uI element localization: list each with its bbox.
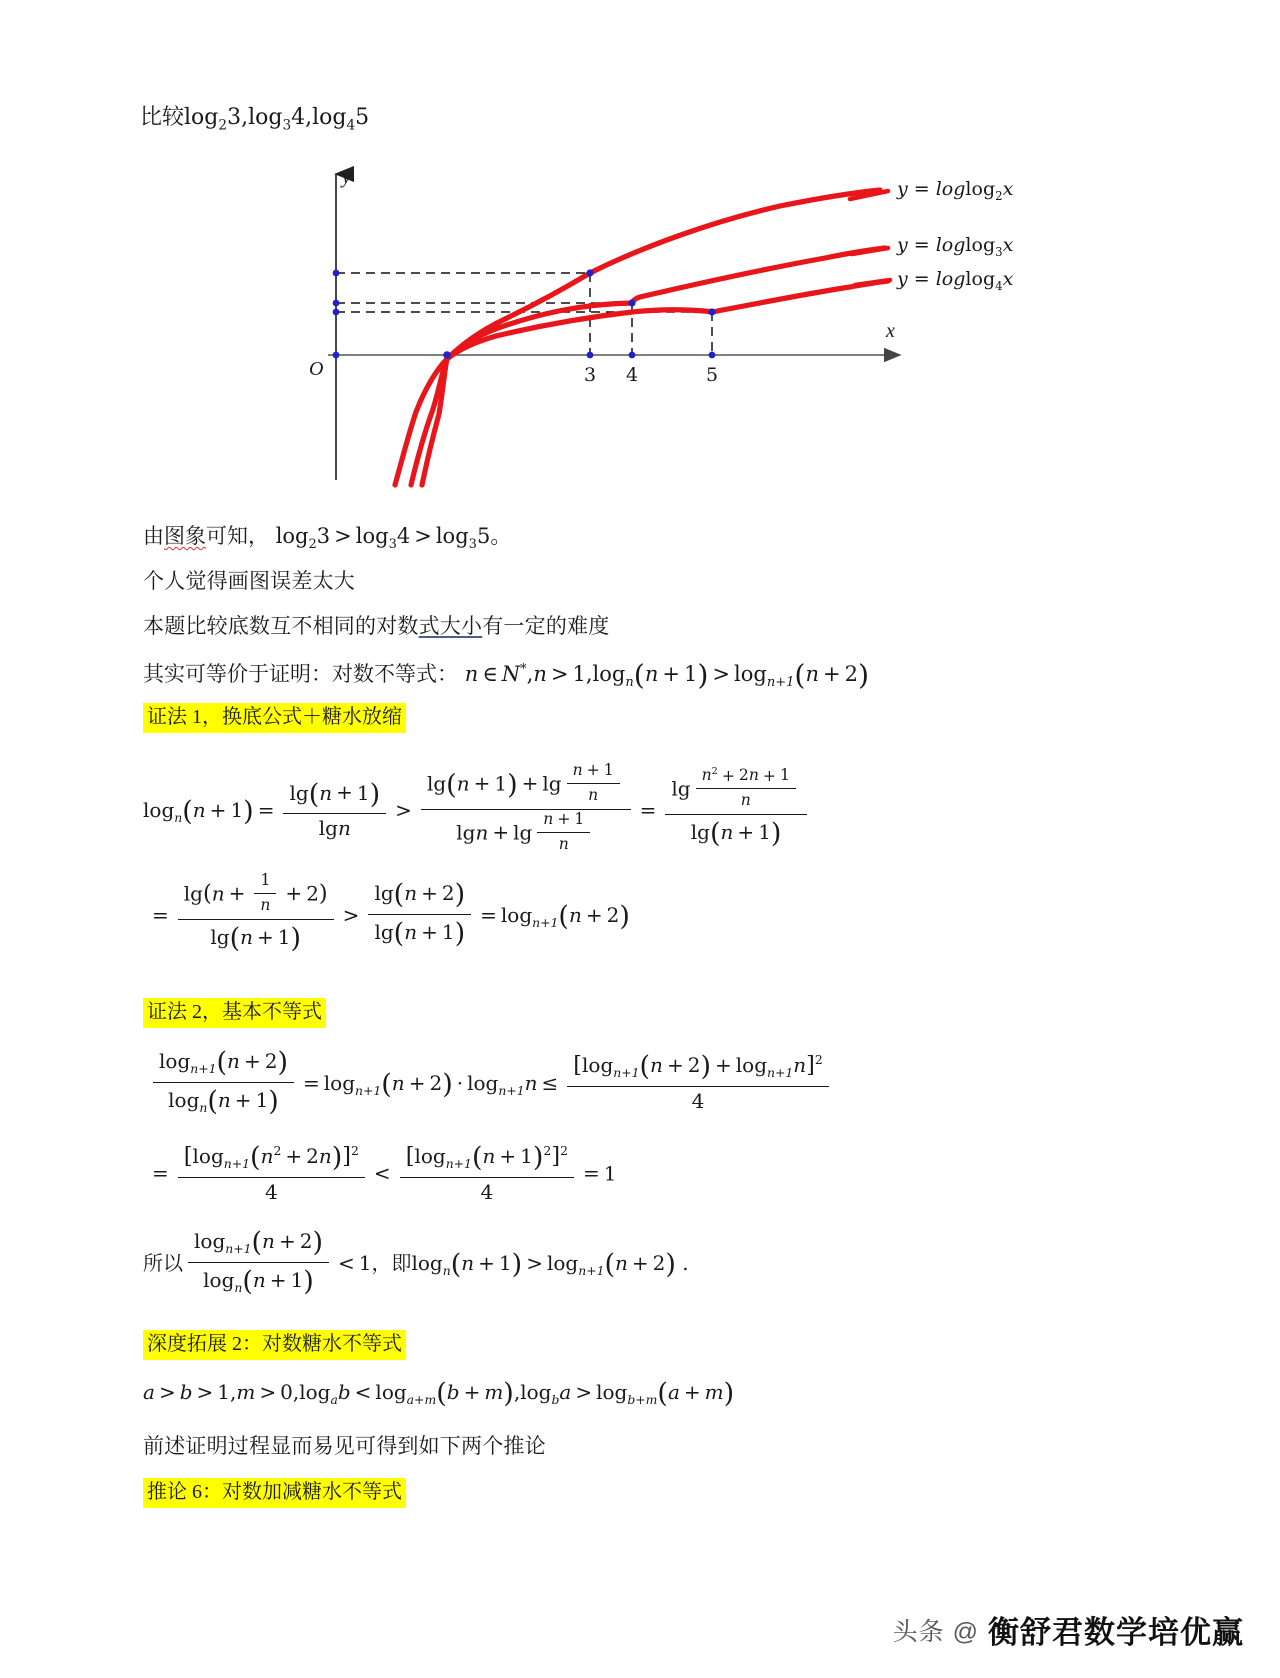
extension-heading: 深度拓展 2：对数糖水不等式 (143, 1330, 406, 1360)
proof2-line-3: 所以 $\frac{\log_{n+1}(n + 2)}{\log_n(n + 1)}$ < 1，即$\log_n(n + 1) > \log_{n+1}(n + 2)$ . (143, 1227, 689, 1297)
label-leader-lines (850, 191, 890, 285)
logarithm-curves-svg (280, 160, 960, 490)
proof2-line3-mid: ，即 (371, 1250, 412, 1275)
remark2-part-b: 有一定的难度 (482, 614, 610, 638)
x-tick-5: 5 (706, 364, 719, 386)
title-term-2-base: 4 (346, 117, 356, 134)
curve-log2 (395, 190, 880, 485)
equivalent-statement-line: 其实可等价于证明：对数不等式： n ∈ $N^*,n > 1,\log_n(n + 1) > \log_{n+1}(n + 2)$ (143, 658, 870, 692)
equiv-prefix: 其实可等价于证明：对数不等式： (143, 662, 458, 686)
proof1-heading: 证法 1，换底公式＋糖水放缩 (143, 703, 406, 733)
conclusion-prefix-b: 可知， (206, 524, 269, 548)
watermark-platform: 头条 @ (892, 1617, 979, 1646)
projection-dashed-lines (336, 273, 712, 355)
remark-line-2 (143, 612, 609, 640)
conclusion-squiggle: 图象 (164, 524, 206, 548)
proof1-line-1: $\log_n(n + 1)$ = $\frac{\lg(n + 1)}{\lg n}$ > lg(n + 1) + lg $\frac{n + 1}{n}$ lgn + lg $\frac{n + 1}{n}$ = lg $\frac{n^2 + 2n + 1}{n}$ lg(n + 1) (143, 765, 812, 858)
curve-label-log4: y = loglog$_4$x (897, 268, 1014, 293)
watermark (893, 1607, 1244, 1652)
y-axis-label: y (342, 166, 351, 188)
watermark-author: 衡舒君数学培优赢 (988, 1615, 1244, 1650)
remark2-part-a: 本题比较底数互不相同的对数 (143, 614, 419, 638)
title-term-1-arg: 4 (291, 105, 306, 130)
x-tick-4: 4 (626, 364, 639, 386)
proof2-heading: 证法 2，基本不等式 (143, 998, 326, 1028)
title-prefix: 比较 (140, 105, 185, 130)
conclusion-line: 由图象可知， $\log_23 > \log_34 > \log_35$。 (143, 524, 512, 553)
extension-note: 前述证明过程显而易见可得到如下两个推论 (143, 1434, 546, 1458)
proof2-line3-prefix: 所以 (143, 1250, 183, 1275)
remark-line-1: 个人觉得画图误差太大 (143, 569, 355, 593)
marked-points (333, 269, 716, 358)
proof2-line-2: = $\frac{[\log_{n+1}(n^2 + 2n)]^2}{4}$ < $\frac{[\log_{n+1}(n + 1)^2]^2}{4}$ = 1 (152, 1142, 617, 1204)
proof2-line-1: $\frac{\log_{n+1}(n + 2)}{\log_n(n + 1)}$ = $\log_{n+1}(n + 2) \cdot \log_{n+1}n$ ≤ $\frac{[\log_{n+1}(n + 2) + \log_{n+1}n]^2}{4}$ (148, 1048, 834, 1121)
remark2-underlined: 式大小 (418, 614, 483, 638)
curve-label-log2: y = loglog$_2$x (897, 178, 1014, 203)
title-term-0-base: 2 (218, 117, 228, 134)
curve-label-log3: y = loglog$_3$x (897, 234, 1014, 259)
logarithm-graph-figure (280, 160, 1014, 490)
proof1-line-2: = lg(n + $\frac{1}{n}$ + 2) lg(n + 1) > $\frac{\lg(n + 2)}{\lg(n + 1)}$ = $\log_{n+1}(n + 2)$ (152, 871, 630, 954)
curve-log3 (411, 248, 885, 485)
title-term-1-base: 3 (282, 117, 292, 134)
origin-label: O (309, 358, 324, 380)
x-tick-3: 3 (584, 364, 597, 386)
extension-formula: $a > b > 1,m > 0,\log_ab < \log_{a+m}(b + m),\log_ba > \log_{b+m}(a + m)$ (143, 1378, 735, 1409)
conclusion-prefix-a: 由 (143, 524, 164, 548)
title-term-0-arg: 3 (227, 105, 242, 130)
title-term-2-arg: 5 (355, 105, 370, 130)
x-axis-label: x (886, 320, 895, 342)
corollary-heading: 推论 6：对数加减糖水不等式 (143, 1478, 406, 1508)
page-title: 比较$\log_23,\log_34,\log_45$ (140, 105, 370, 134)
